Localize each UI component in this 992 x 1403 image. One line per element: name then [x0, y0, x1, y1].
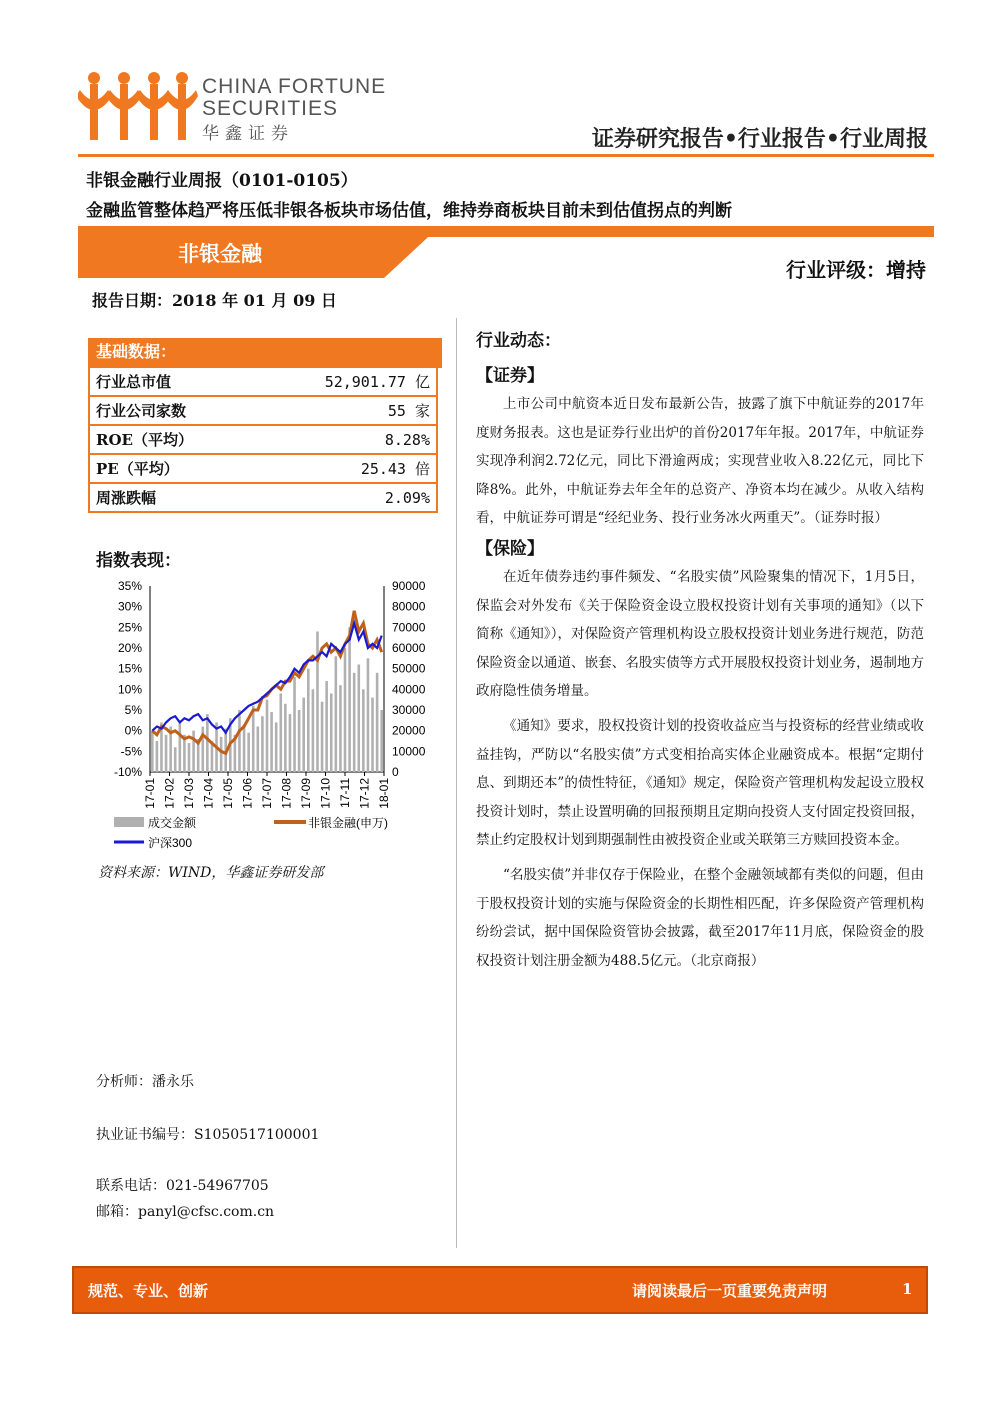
y-left-tick-label: 25%: [117, 620, 142, 635]
y-left-tick-label: 35%: [117, 579, 142, 593]
volume-bar: [174, 747, 177, 772]
footer-slogan: 规范、专业、创新: [88, 1282, 209, 1300]
x-tick-label: 17-02: [162, 778, 177, 809]
volume-bar: [339, 685, 342, 772]
volume-bar: [289, 714, 292, 772]
volume-bar: [353, 673, 356, 772]
x-tick-label: 17-07: [260, 778, 274, 809]
report-title: 非银金融行业周报（0101-0105）: [86, 171, 358, 191]
y-right-tick-label: 20000: [392, 723, 426, 738]
y-left-tick-label: 10%: [117, 682, 142, 697]
analyst-cert: 执业证书编号：S1050517100001: [96, 1127, 320, 1143]
industry-news-heading: 行业动态：: [476, 331, 561, 351]
company-logo: [78, 70, 198, 142]
volume-bar: [344, 648, 347, 772]
news-paragraph: “名股实债”并非仅存于保险业，在整个金融领域都有类似的问题，但由于股权投资计划的实施与保险资金的长期性相匹配，许多保险资产管理机构纷纷尝试，据中国保险资管协会披露，截至2017年11月底，保险资金的股权投资计划注册金额为488.5亿元。（北京商报）: [476, 866, 924, 969]
basic-data-value: 8.28%: [257, 425, 437, 454]
industry-rating: 行业评级：增持: [786, 258, 926, 282]
volume-bar: [179, 720, 182, 772]
y-left-tick-label: -5%: [120, 744, 142, 759]
y-right-tick-label: 50000: [392, 661, 426, 676]
report-date: 报告日期：2018 年 01 月 09 日: [92, 291, 337, 310]
legend-swatch-volume: [114, 817, 144, 827]
disclaimer-notice[interactable]: 请阅读最后一页重要免责声明: [632, 1282, 828, 1300]
y-right-tick-label: 0: [392, 765, 399, 779]
volume-bar: [362, 689, 365, 772]
x-tick-label: 17-04: [201, 778, 216, 809]
index-chart: [96, 576, 444, 856]
x-tick-label: 17-10: [318, 778, 333, 809]
y-left-tick-label: 15%: [117, 661, 142, 676]
x-tick-label: 17-08: [279, 778, 294, 809]
analyst-name: 分析师：潘永乐: [96, 1074, 194, 1090]
analyst-phone: 联系电话：021-54967705: [96, 1178, 269, 1194]
volume-bar: [367, 658, 370, 772]
volume-bar: [330, 693, 333, 772]
volume-bar: [307, 669, 310, 772]
volume-bar: [279, 693, 282, 772]
volume-bar: [321, 702, 324, 772]
news-insurance-body: [476, 563, 924, 975]
volume-bar: [206, 714, 209, 772]
volume-bar: [238, 710, 241, 772]
y-right-tick-label: 40000: [392, 682, 426, 697]
report-subtitle: 金融监管整体趋严将压低非银各板块市场估值，维持券商板块目前未到估值拐点的判断: [86, 201, 732, 221]
volume-bar: [316, 631, 319, 772]
volume-bar: [257, 727, 260, 772]
news-tag-securities: 【证券】: [476, 366, 544, 386]
x-tick-label: 17-06: [240, 778, 255, 809]
basic-data-row: [89, 483, 437, 512]
volume-bar: [302, 698, 305, 772]
basic-data-value: 52,901.77 亿: [257, 368, 437, 396]
legend-label-csi300: 沪深300: [148, 836, 193, 850]
y-right-tick-label: 90000: [392, 579, 426, 593]
volume-bar: [312, 689, 315, 772]
basic-data-header: [88, 338, 442, 368]
x-tick-label: 17-01: [143, 778, 157, 809]
y-right-tick-label: 60000: [392, 641, 426, 655]
header-divider: [78, 154, 934, 157]
basic-data-label: PE（平均）: [89, 454, 257, 483]
volume-bar: [247, 733, 250, 772]
volume-bar: [293, 677, 296, 772]
data-source: 资料来源：WIND，华鑫证券研发部: [98, 865, 324, 881]
x-tick-label: 17-09: [299, 778, 313, 809]
volume-bar: [298, 710, 301, 772]
volume-bar: [376, 673, 379, 772]
legend-label-nonbank: 非银金融(申万): [308, 816, 388, 830]
y-right-tick-label: 80000: [392, 599, 426, 614]
volume-bar: [371, 698, 374, 772]
basic-data-row: [89, 425, 437, 454]
logo-text-en-2: SECURITIES: [202, 97, 339, 120]
sector-name: 非银金融: [178, 241, 262, 266]
news-tag-insurance: 【保险】: [476, 538, 544, 559]
volume-bar: [380, 710, 383, 772]
chart-svg: [96, 576, 444, 856]
basic-data-row: [89, 396, 437, 425]
basic-data-row: [89, 368, 437, 396]
volume-bar: [252, 706, 255, 772]
basic-data-table: [88, 368, 438, 513]
basic-data-title: 基础数据：: [96, 342, 177, 361]
y-left-tick-label: -10%: [113, 765, 142, 779]
volume-bar: [325, 681, 328, 772]
logo-text-en-1: CHINA FORTUNE: [202, 75, 387, 98]
legend-label-volume: 成交金额: [148, 816, 197, 830]
basic-data-value: 2.09%: [257, 483, 437, 512]
x-tick-label: 17-12: [357, 778, 372, 809]
y-right-tick-label: 10000: [392, 744, 426, 759]
basic-data-label: 行业总市值: [89, 368, 257, 396]
basic-data-label: 行业公司家数: [89, 396, 257, 425]
y-left-tick-label: 0%: [124, 723, 142, 738]
x-tick-label: 18-01: [377, 778, 391, 809]
basic-data-label: ROE（平均）: [89, 425, 257, 454]
news-content: [476, 362, 924, 975]
index-performance-title: 指数表现：: [96, 551, 181, 571]
volume-bar: [335, 656, 338, 772]
y-left-tick-label: 20%: [117, 641, 142, 655]
news-paragraph: 在近年债券违约事件频发、“名股实债”风险聚集的情况下，1月5日，保监会对外发布《关于保险资金设立股权投资计划有关事项的通知》（以下简称《通知》），对保险资产管理机构设立股权投资计划业务进行规范，防范保险资金以通道、嵌套、名股实债等方式开展股权投资计划业务，遏制地方政府隐性债务增量。: [476, 568, 924, 700]
news-paragraph: 《通知》要求，股权投资计划的投资收益应当与投资标的经营业绩或收益挂钩，严防以“名股实债”方式变相抬高实体企业融资成本。根据“定期付息、到期还本”的债性特征，《通知》规定，保险资产管理机构发起设立股权投资计划时，禁止设置明确的回报预期且定期向投资人支付固定投资回报，禁止约定股权计划到期强制性由被投资企业或关联第三方赎回投资本金。: [476, 717, 924, 849]
y-left-tick-label: 30%: [117, 599, 142, 614]
column-divider: [456, 318, 457, 1248]
news-paragraph: 上市公司中航资本近日发布最新公告，披露了旗下中航证券的2017年度财务报表。这也是证券行业出炉的首份2017年年报。2017年，中航证券实现净利润2.72亿元，同比下滑逾两成；实现营业收入8.22亿元，同比下降8%。此外，中航证券去年全年的总资产、净资本均在减少。从收入结构看，中航证券可谓是“经纪业务、投行业务冰火两重天”。（证券时报）: [476, 396, 924, 527]
basic-data-value: 55 家: [257, 396, 437, 425]
y-right-tick-label: 70000: [392, 620, 426, 635]
basic-data-panel: [88, 338, 442, 513]
y-left-tick-label: 5%: [124, 703, 142, 717]
y-right-tick-label: 30000: [392, 703, 426, 717]
logo-mark-icon: [78, 70, 198, 142]
news-securities-body: [476, 390, 924, 533]
basic-data-value: 25.43 倍: [257, 454, 437, 483]
volume-bar: [357, 665, 360, 772]
analyst-email[interactable]: 邮箱：panyl@cfsc.com.cn: [96, 1204, 275, 1220]
footer-bar: [72, 1266, 928, 1314]
volume-bar: [151, 731, 154, 772]
volume-bar: [348, 627, 351, 772]
logo-text-cn: 华鑫证券: [202, 124, 294, 144]
x-tick-label: 17-11: [338, 778, 352, 808]
document-type: 证券研究报告•行业报告•行业周报: [591, 126, 928, 152]
volume-bar: [220, 737, 223, 772]
volume-bar: [165, 735, 168, 772]
volume-bar: [188, 743, 191, 772]
volume-bar: [266, 700, 269, 772]
x-tick-label: 17-05: [221, 778, 235, 809]
x-tick-label: 17-03: [182, 778, 196, 809]
volume-bar: [284, 704, 287, 772]
basic-data-label: 周涨跌幅: [89, 483, 257, 512]
basic-data-row: [89, 454, 437, 483]
page-number: 1: [902, 1280, 913, 1298]
volume-bar: [243, 724, 246, 772]
volume-bar: [275, 722, 278, 772]
volume-bar: [156, 741, 159, 772]
volume-bar: [270, 712, 273, 772]
volume-bar: [261, 716, 264, 772]
